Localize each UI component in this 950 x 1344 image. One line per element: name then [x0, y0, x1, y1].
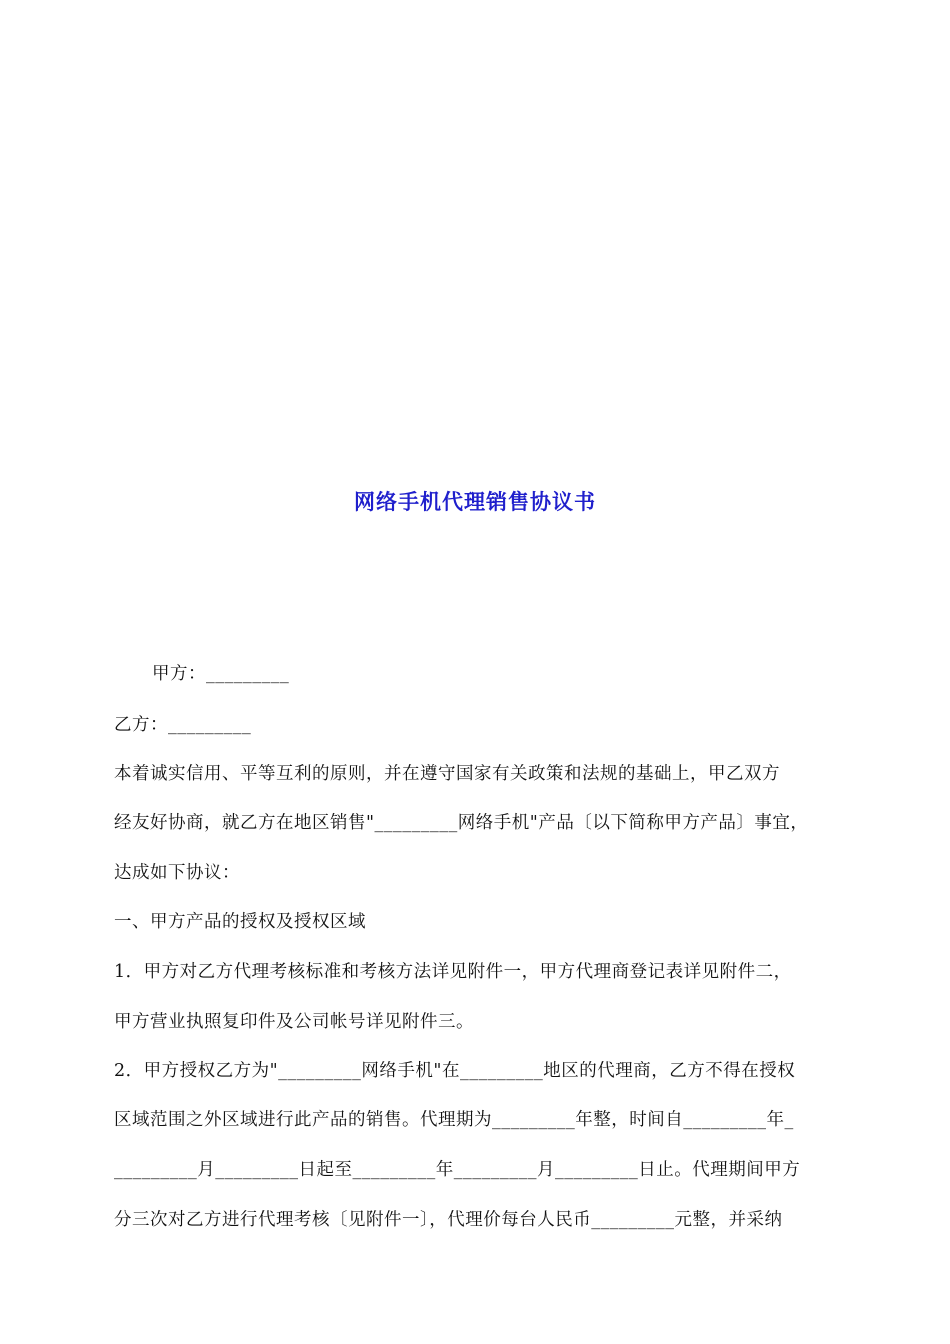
preamble-line-2: 经友好协商，就乙方在地区销售"_________网络手机"产品〔以下简称甲方产品〕事宜，	[114, 813, 809, 833]
clause-1-line-1: 1．甲方对乙方代理考核标准和考核方法详见附件一，甲方代理商登记表详见附件二，	[114, 962, 792, 982]
preamble-line-3: 达成如下协议：	[114, 863, 240, 883]
clause-2-line-4: 分三次对乙方进行代理考核〔见附件一〕，代理价每台人民币_________元整，并采纳	[114, 1210, 783, 1230]
document-title: 网络手机代理销售协议书	[354, 490, 596, 514]
clause-2-line-3: _________月_________日起至_________年_________月_________日止。代理期间甲方	[114, 1160, 801, 1180]
preamble-line-1: 本着诚实信用、平等互利的原则，并在遵守国家有关政策和法规的基础上，甲乙双方	[114, 764, 780, 784]
clause-2-line-2: 区域范围之外区域进行此产品的销售。代理期为_________年整，时间自_________年_	[114, 1110, 794, 1130]
party-b-line: 乙方：_________	[114, 715, 252, 735]
clause-1-line-2: 甲方营业执照复印件及公司帐号详见附件三。	[114, 1012, 474, 1032]
section-heading-1: 一、甲方产品的授权及授权区域	[114, 912, 366, 932]
party-a-line: 甲方：_________	[152, 664, 290, 684]
clause-2-line-1: 2．甲方授权乙方为"_________网络手机"在_________地区的代理商，乙方不得在授权	[114, 1061, 796, 1081]
